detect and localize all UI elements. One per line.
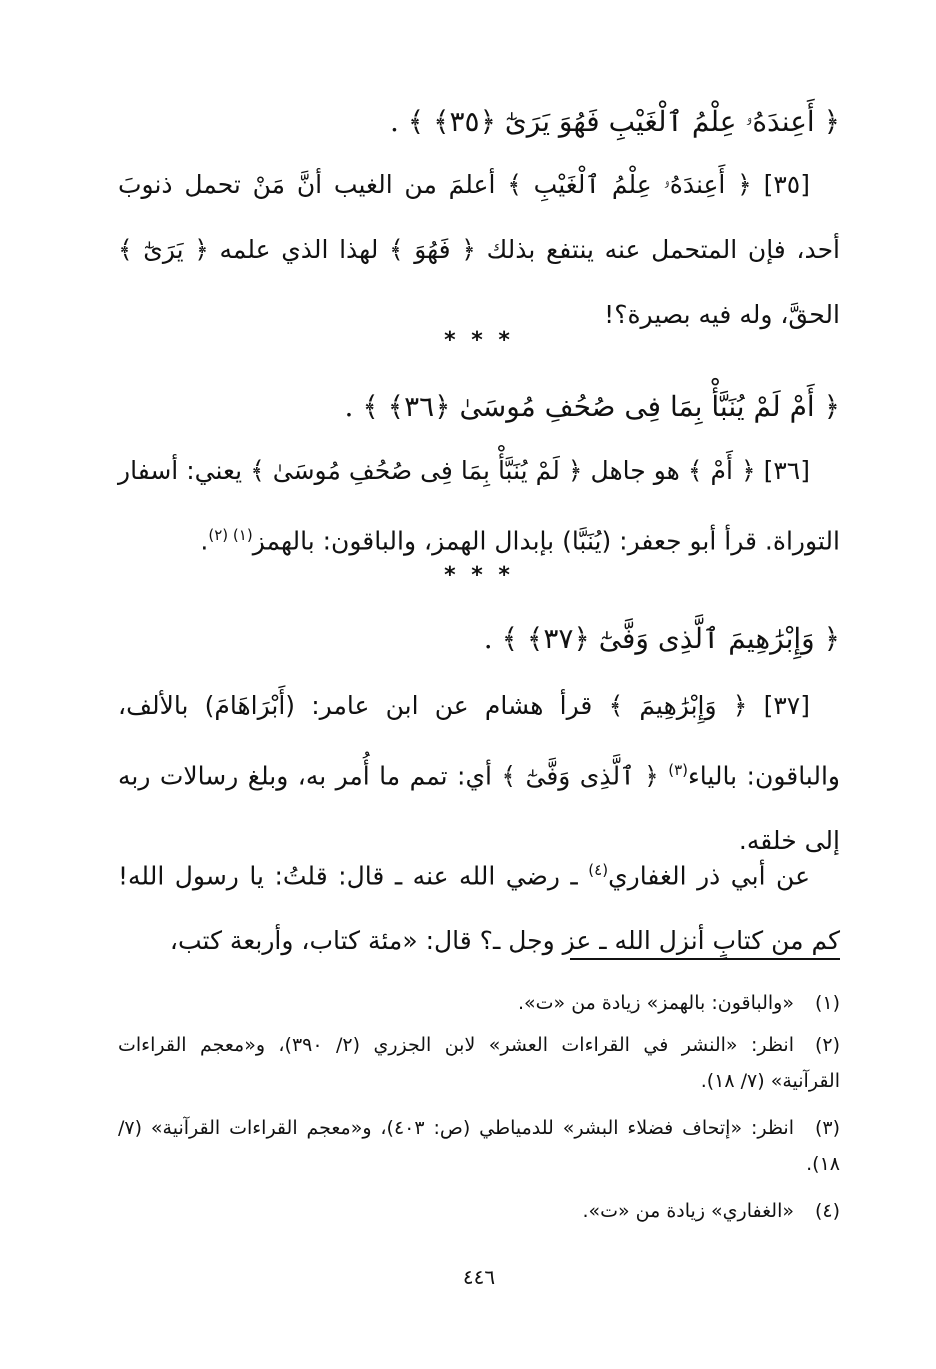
page-number: ٤٤٦ [462,1265,496,1289]
book-page [118,0,840,1369]
footnote-text: «الغفاري» زيادة من «ت». [582,1200,794,1222]
footnote-divider [570,958,840,960]
footnote-text: انظر: «النشر في القراءات العشر» لابن الجزري (٢/ ٣٩٠)، و«معجم القراءات القرآنية» (٧/ ١٨). [118,1034,840,1092]
footnote-2 [118,1027,840,1099]
footnote-number: (١) [814,992,840,1014]
footnote-4 [118,1193,840,1229]
commentary-verse-36: [٣٦] ﴿ أَمْ ﴾ هو جاهل ﴿ لَمْ يُنَبَّأْ بِمَا فِى صُحُفِ مُوسَىٰ ﴾ يعني: أسفار التوراة. قرأ أبو جعفر: (يُنَبَّا) بإبدال الهمز، والباقون: بالهمز$^{(١) (٢)}$. [118,456,840,556]
footnote-text: «والباقون: بالهمز» زيادة من «ت». [517,992,794,1014]
hadith-paragraph: عن أبي ذر الغفاري$^{(٤)}$ ـ رضي الله عنه ـ قال: قلتُ: يا رسول الله! كم من كتابٍ أنزل الله ـ عز وجل ـ؟ قال: «مئة كتاب، وأربعة كتب، [118,861,840,956]
section-separator: * * * [444,563,514,588]
footnote-ref-1-2[interactable]: (١) (٢) [208,526,253,544]
verse-36: ﴿ أَمْ لَمْ يُنَبَّأْ بِمَا فِى صُحُفِ مُوسَىٰ ﴿٣٦﴾ ﴾ . [344,390,840,423]
footnote-ref-4[interactable]: (٤) [588,861,609,879]
footnote-ref-3[interactable]: (٣) [668,761,689,779]
verse-37: ﴿ وَإِبْرَٰهِيمَ ٱلَّذِى وَفَّىٰٓ ﴿٣٧﴾ ﴾ . [483,622,840,655]
commentary-verse-37: [٣٧] ﴿ وَإِبْرَٰهِيمَ ﴾ قرأ هشام عن ابن عامر: (أَبْرَاهَامَ) بالألف، والباقون: بالياء$^{(٣)}$ ﴿ ٱلَّذِى وَفَّىٰٓ ﴾ أي: تمم ما أُمر به، وبلغ رسالات ربه إلى خلقه. [118,691,840,856]
commentary-verse-35: [٣٥] ﴿ أَعِندَهُۥ عِلْمُ ٱلْغَيْبِ ﴾ أعلمَ من الغيب أنَّ مَنْ تحمل ذنوبَ أحد، فإن المتحمل عنه ينتفع بذلك ﴿ فَهُوَ ﴾ لهذا الذي علمه ﴿ يَرَىٰٓ ﴾ الحقَّ، وله فيه بصيرة؟! [118,170,840,329]
footnote-number: (٣) [814,1117,840,1139]
verse-35: ﴿ أَعِندَهُۥ عِلْمُ ٱلْغَيْبِ فَهُوَ يَرَىٰٓ ﴿٣٥﴾ ﴾ . [389,105,840,138]
footnote-number: (٤) [814,1200,840,1222]
footnote-number: (٢) [814,1034,840,1056]
section-separator: * * * [444,328,514,353]
footnote-1 [118,985,840,1021]
footnote-text: انظر: «إتحاف فضلاء البشر» للدمياطي (ص: ٤٠٣)، و«معجم القراءات القرآنية» (٧/ ١٨). [118,1117,840,1175]
footnote-3 [118,1110,840,1182]
